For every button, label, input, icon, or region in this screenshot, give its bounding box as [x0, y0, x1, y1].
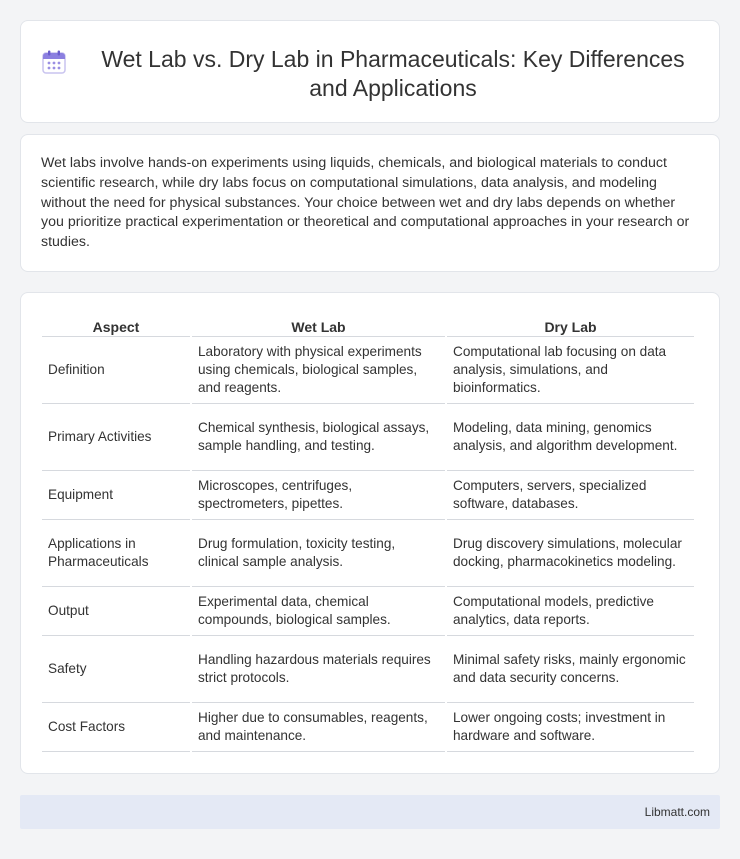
header-wet-lab: Wet Lab: [192, 313, 445, 337]
cell-aspect: Cost Factors: [42, 703, 190, 752]
table-header-row: [42, 313, 694, 337]
title-card: [20, 20, 720, 123]
page-title: Wet Lab vs. Dry Lab in Pharmaceuticals: Key Differences and Applications: [101, 46, 685, 101]
cell-dry-lab: Drug discovery simulations, molecular docking, pharmacokinetics modeling.: [447, 520, 694, 587]
cell-wet-lab: Drug formulation, toxicity testing, clinical sample analysis.: [192, 520, 445, 587]
cell-aspect: Primary Activities: [42, 404, 190, 471]
comparison-card: [20, 292, 720, 774]
cell-dry-lab: Lower ongoing costs; investment in hardware and software.: [447, 703, 694, 752]
table-row: [42, 520, 694, 587]
cell-dry-lab: Modeling, data mining, genomics analysis, and algorithm development.: [447, 404, 694, 471]
footer-brand-link[interactable]: Libmatt.com: [644, 805, 710, 819]
cell-wet-lab: Handling hazardous materials requires strict protocols.: [192, 636, 445, 703]
header-dry-lab: Dry Lab: [447, 313, 694, 337]
cell-dry-lab: Minimal safety risks, mainly ergonomic and data security concerns.: [447, 636, 694, 703]
table-row: [42, 703, 694, 752]
header-aspect: Aspect: [42, 313, 190, 337]
cell-aspect: Definition: [42, 337, 190, 404]
cell-dry-lab: Computational models, predictive analytics, data reports.: [447, 587, 694, 636]
cell-aspect: Equipment: [42, 471, 190, 520]
footer-bar: [20, 795, 720, 829]
cell-aspect: Output: [42, 587, 190, 636]
table-row: [42, 587, 694, 636]
table-row: [42, 337, 694, 404]
cell-aspect: Safety: [42, 636, 190, 703]
cell-wet-lab: Laboratory with physical experiments using chemicals, biological samples, and reagents.: [192, 337, 445, 404]
cell-wet-lab: Experimental data, chemical compounds, biological samples.: [192, 587, 445, 636]
calendar-icon: [41, 49, 67, 75]
cell-dry-lab: Computers, servers, specialized software, databases.: [447, 471, 694, 520]
table-row: [42, 636, 694, 703]
cell-wet-lab: Higher due to consumables, reagents, and maintenance.: [192, 703, 445, 752]
table-row: [42, 404, 694, 471]
cell-dry-lab: Computational lab focusing on data analysis, simulations, and bioinformatics.: [447, 337, 694, 404]
cell-aspect: Applications in Pharmaceuticals: [42, 520, 190, 587]
cell-wet-lab: Chemical synthesis, biological assays, sample handling, and testing.: [192, 404, 445, 471]
table-row: [42, 471, 694, 520]
cell-wet-lab: Microscopes, centrifuges, spectrometers, pipettes.: [192, 471, 445, 520]
intro-card: [20, 134, 720, 272]
comparison-table: [40, 313, 696, 752]
intro-paragraph: Wet labs involve hands-on experiments using liquids, chemicals, and biological materials to conduct scientific research, while dry labs focus on computational simulations, data analysis, and modeling without the need for physical substances. Your choice between wet and dry labs depends on whether you prioritize practical experimentation or theoretical and computational approaches in your research or studies.: [41, 155, 690, 251]
